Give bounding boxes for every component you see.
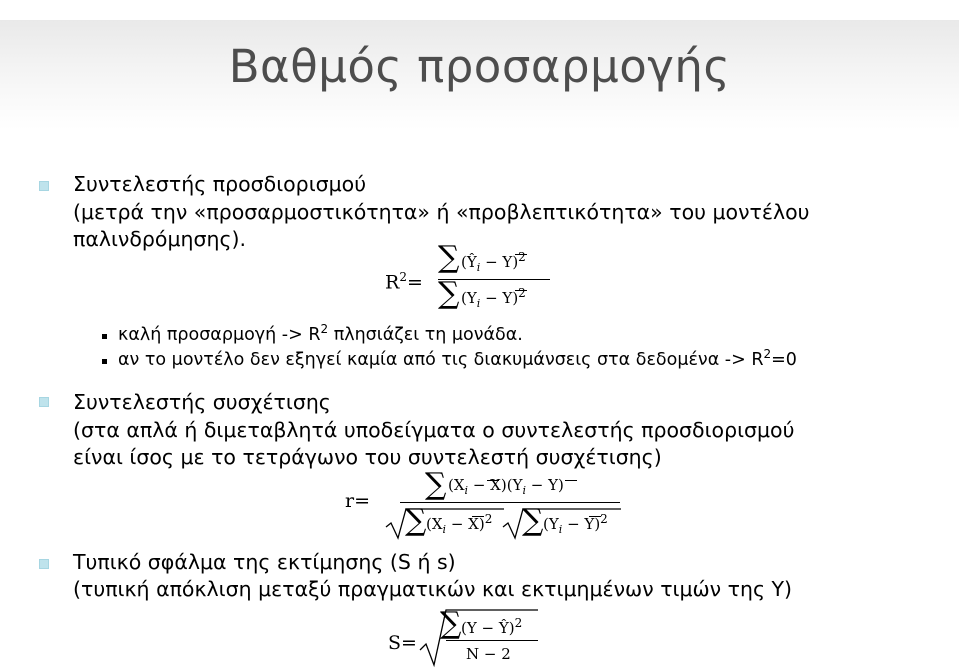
mean-bar bbox=[515, 254, 527, 255]
r-squared-numerator: $(Ŷ_i - Y)^2$ bbox=[461, 250, 526, 274]
standard-error-numerator: (Y − Ŷ)$^2$ bbox=[461, 616, 523, 637]
sum-sign-icon: ∑ bbox=[425, 467, 447, 502]
section1-heading: Συντελεστής προσδιορισμού bbox=[73, 172, 367, 196]
slide-title: Βαθμός προσαρμογής bbox=[228, 40, 731, 93]
subitem-good-fit: καλή $\pi\rho o\sigma\alpha\rho\mu o\gamma ή -> R^2$ πλησιάζει τη μονάδα. bbox=[118, 322, 523, 345]
section3-heading: Τυπικό σφάλμα της εκτίμησης (S ή s) bbox=[73, 550, 456, 574]
correlation-numerator: $(X_i - X)(Y_i - Y)$ bbox=[448, 476, 564, 497]
main-bullet-icon bbox=[39, 559, 49, 569]
section2-line-2: (στα απλά ή διμεταβλητά υποδείγματα ο συντελεστής προσδιορισμού bbox=[73, 418, 795, 442]
section2-line-3: είναι ίσος με το τετράγωνο του συντελεστή συσχέτισης) bbox=[73, 445, 662, 469]
section3-line-2: (τυπική απόκλιση μεταξύ πραγματικών και εκτιμημένων τιμών της Y) bbox=[73, 577, 793, 601]
fraction-bar bbox=[400, 502, 620, 503]
correlation-den-right: $(Y_i - Y)^2$ bbox=[543, 512, 608, 536]
mean-bar bbox=[515, 290, 527, 291]
correlation-den-left: $(X_i - X)^2$ bbox=[426, 512, 493, 536]
r-squared-lhs: $R^2=$ bbox=[385, 270, 423, 294]
standard-error-lhs: S= bbox=[388, 632, 417, 654]
sub-bullet-icon bbox=[102, 334, 107, 339]
section1-line-2: (μετρά την «προσαρμοστικότητα» ή «προβλεπτικότητα» του μοντέλου bbox=[73, 200, 810, 224]
sum-sign-icon: ∑ bbox=[405, 503, 427, 538]
mean-bar bbox=[487, 480, 499, 481]
subitem-no-fit: αν το μοντέλο δεν εξηγεί καμία από τις διακυμάνσεις στα $\delta\varepsilon\delta o\mu έ\nu\alpha -> R^2=0$ bbox=[118, 347, 797, 370]
r-squared-denominator: $(Y_i - Y)^2$ bbox=[461, 286, 526, 310]
standard-error-denominator: N − 2 bbox=[466, 645, 511, 663]
sum-sign-icon: ∑ bbox=[438, 240, 460, 275]
correlation-lhs: r= bbox=[345, 490, 371, 512]
section1-line-3: παλινδρόμησης). bbox=[73, 227, 247, 251]
sum-sign-icon: ∑ bbox=[440, 606, 462, 641]
sum-sign-icon: ∑ bbox=[522, 503, 544, 538]
mean-bar bbox=[565, 480, 577, 481]
main-bullet-icon bbox=[39, 181, 49, 191]
sub-bullet-icon bbox=[102, 359, 107, 364]
section2-heading: Συντελεστής συσχέτισης bbox=[73, 390, 331, 414]
mean-bar bbox=[589, 516, 601, 517]
mean-bar bbox=[472, 516, 484, 517]
sum-sign-icon: ∑ bbox=[438, 276, 460, 311]
main-bullet-icon bbox=[39, 397, 49, 407]
fraction-bar bbox=[446, 640, 538, 641]
